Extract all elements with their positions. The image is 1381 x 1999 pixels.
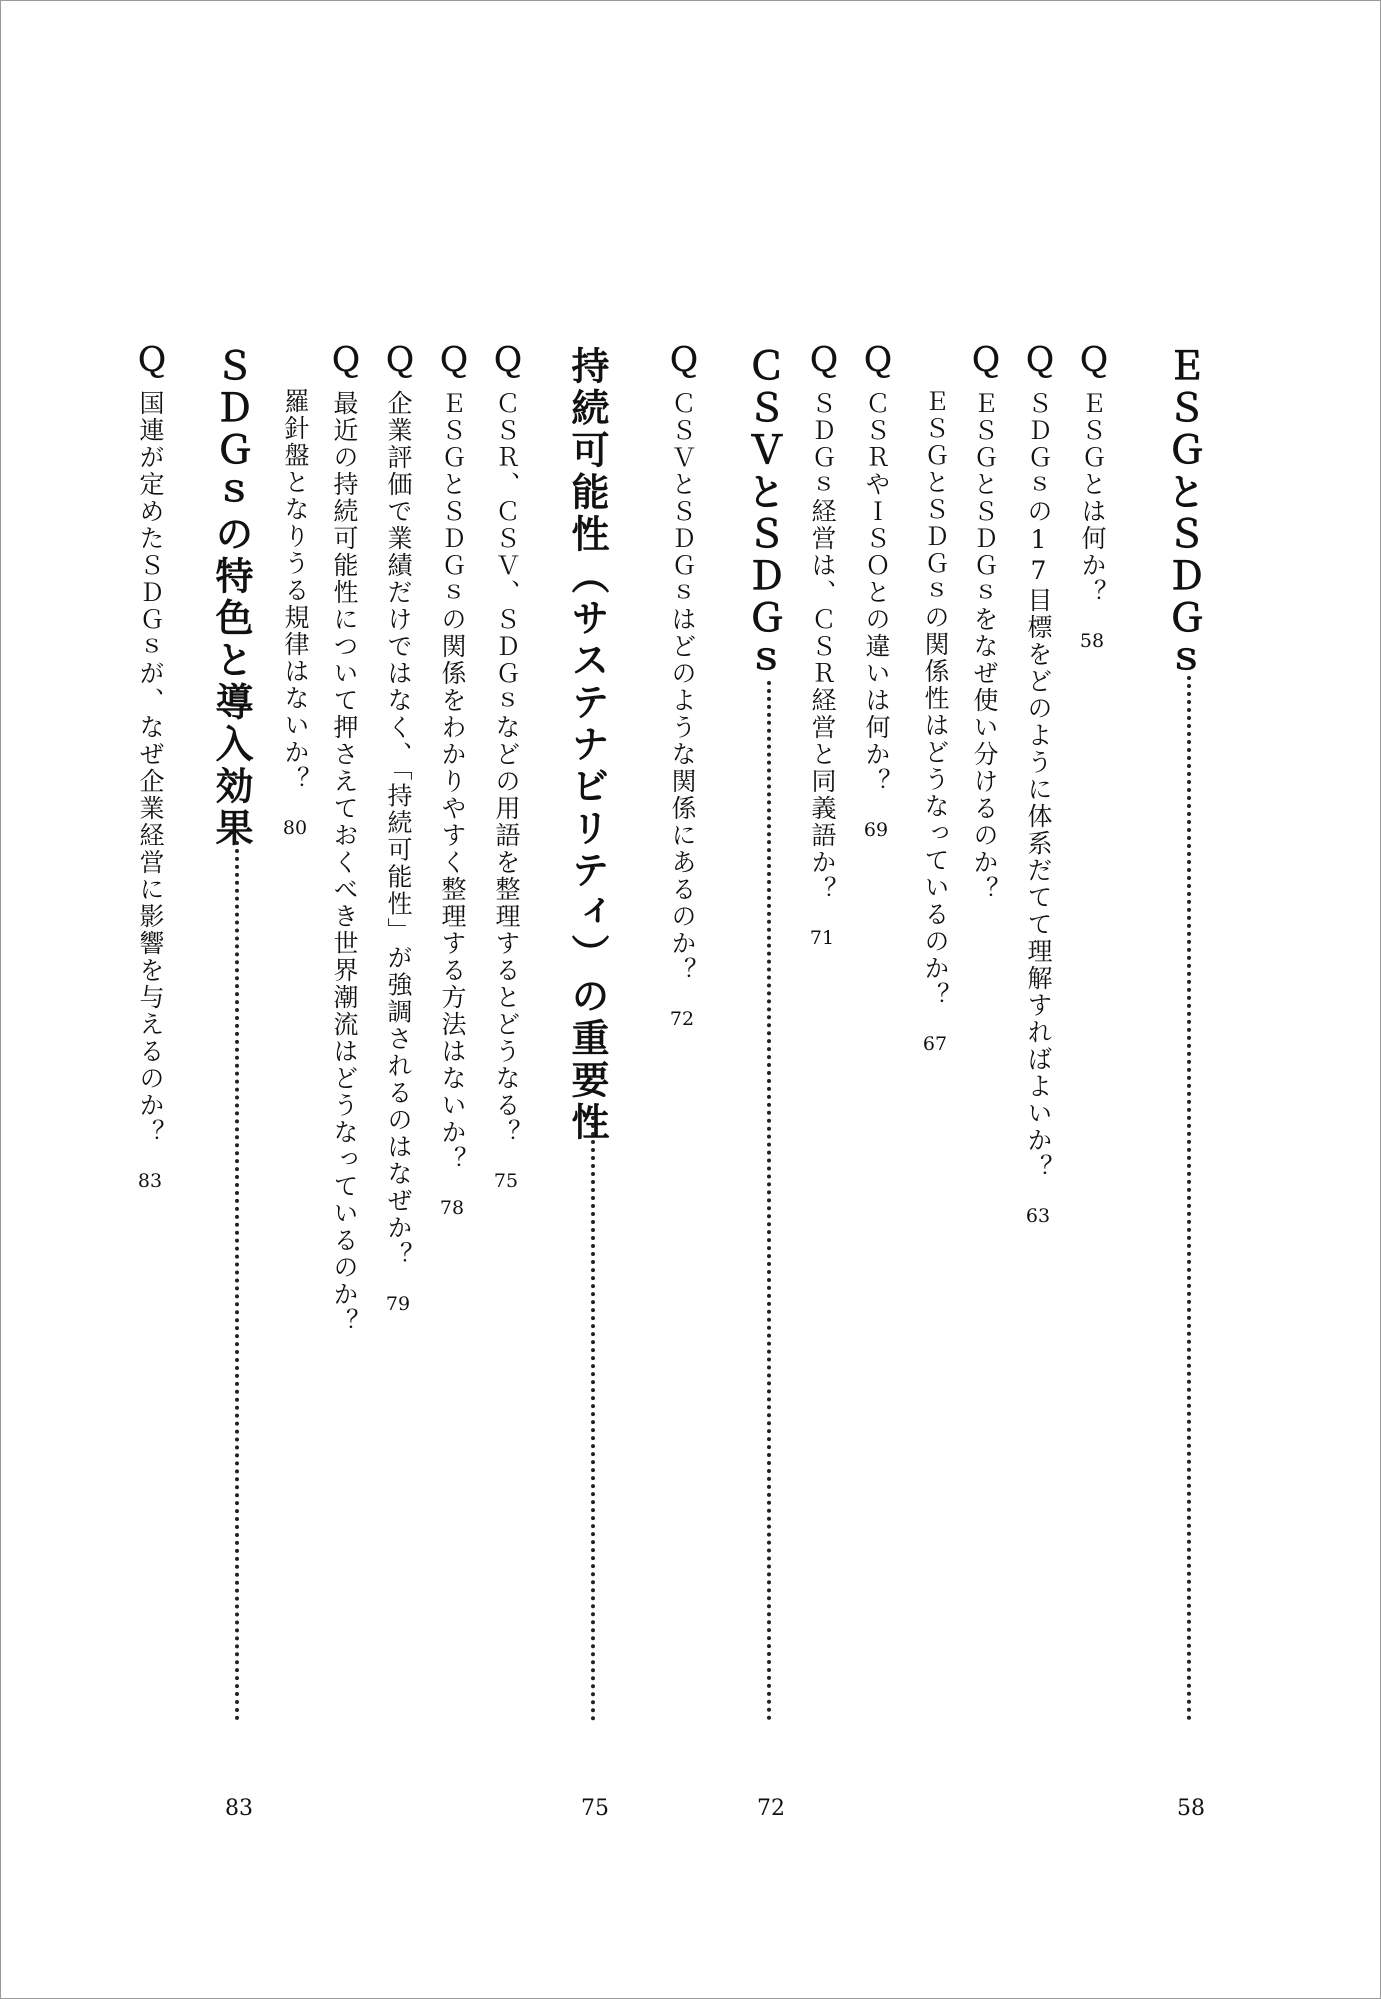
entry-text: 最近の持続可能性について押さえておくべき世界潮流はどうなっているのか？ <box>330 390 359 1335</box>
entry-page-number: 80 <box>282 817 308 839</box>
entry-page-number: 79 <box>385 1292 411 1315</box>
chapter-page-number: 72 <box>757 1796 785 1821</box>
toc-entry[interactable] <box>967 346 1007 1746</box>
toc-entry[interactable] <box>435 346 475 1746</box>
entry-page-number: 78 <box>439 1197 465 1219</box>
toc-entry[interactable] <box>665 346 705 1746</box>
entry-text: ＣＳＲ、ＣＳＶ、ＳＤＧｓなどの用語を整理するとどうなる？ <box>492 390 521 1146</box>
q-marker: Ｑ <box>663 346 701 380</box>
chapter-page-number: 75 <box>581 1796 609 1821</box>
chapter-title: ＣＳＶとＳＤＧｓ <box>741 346 786 682</box>
q-marker: Ｑ <box>1073 346 1111 380</box>
toc-entry[interactable] <box>859 346 899 1746</box>
dot-leader <box>1187 676 1191 1721</box>
entry-text: ＣＳＶとＳＤＧｓはどのような関係にあるのか？ <box>668 390 697 984</box>
entry-page-number: 72 <box>669 1008 695 1030</box>
entry-text: ＥＳＧとは何か？ <box>1078 390 1107 606</box>
toc-entry[interactable] <box>381 346 421 1746</box>
chapter-title: ＥＳＧとＳＤＧｓ <box>1161 346 1206 682</box>
entry-page-number: 69 <box>863 819 889 841</box>
toc-entry[interactable] <box>327 346 367 1746</box>
entry-text: ＳＤＧｓ経営は、ＣＳＲ経営と同義語か？ <box>808 390 837 903</box>
entry-page-number: 83 <box>137 1170 163 1192</box>
entry-text: ＥＳＧとＳＤＧｓの関係性はどうなっているのか？ <box>921 388 950 1009</box>
q-marker: Ｑ <box>325 346 363 380</box>
entry-page-number: 71 <box>809 927 835 949</box>
dot-leader <box>767 681 771 1721</box>
toc-entry-continuation[interactable] <box>273 346 313 1788</box>
q-marker: Ｑ <box>487 346 525 380</box>
chapter-page-number: 83 <box>225 1796 253 1821</box>
q-marker: Ｑ <box>803 346 841 380</box>
toc-entry[interactable] <box>1075 346 1115 1746</box>
toc-entry[interactable] <box>133 346 173 1746</box>
entry-text: ＥＳＧとＳＤＧｓの関係をわかりやすく整理する方法はないか？ <box>438 390 467 1173</box>
entry-text: 羅針盤となりうる規律はないか？ <box>281 388 310 793</box>
chapter-heading <box>741 346 791 1821</box>
entry-page-number: 63 <box>1025 1205 1051 1227</box>
toc-entry[interactable] <box>805 346 845 1746</box>
q-marker: Ｑ <box>433 346 471 380</box>
entry-text: 国連が定めたＳＤＧｓが、なぜ企業経営に影響を与えるのか？ <box>136 390 165 1146</box>
dot-leader <box>235 841 239 1721</box>
entry-page-number: 58 <box>1079 630 1105 652</box>
dot-leader <box>591 1116 595 1721</box>
chapter-heading <box>1161 346 1211 1821</box>
chapter-title: ＳＤＧｓの特色と導入効果 <box>209 346 254 850</box>
toc-entry[interactable] <box>489 346 529 1746</box>
chapter-heading <box>565 346 615 1821</box>
chapter-heading <box>209 346 259 1821</box>
entry-text: ＳＤＧｓの17目標をどのように体系だてて理解すればよいか？ <box>1024 390 1053 1181</box>
toc-entry-continuation[interactable] <box>913 346 953 1788</box>
entry-text: ＥＳＧとＳＤＧｓをなぜ使い分けるのか？ <box>970 390 999 903</box>
q-marker: Ｑ <box>1019 346 1057 380</box>
entry-text: ＣＳＲやＩＳＯとの違いは何か？ <box>862 390 891 795</box>
q-marker: Ｑ <box>379 346 417 380</box>
toc-entry[interactable] <box>1021 346 1061 1746</box>
q-marker: Ｑ <box>857 346 895 380</box>
q-marker: Ｑ <box>131 346 169 380</box>
table-of-contents <box>121 346 1211 1821</box>
entry-page-number: 75 <box>493 1170 519 1192</box>
chapter-title: 持続可能性（サステナビリティ）の重要性 <box>565 346 610 1144</box>
entry-page-number: 67 <box>922 1033 948 1055</box>
entry-text: 企業評価で業績だけではなく、「持続可能性」が強調されるのはなぜか？ <box>384 390 413 1269</box>
q-marker: Ｑ <box>965 346 1003 380</box>
chapter-page-number: 58 <box>1177 1796 1205 1821</box>
